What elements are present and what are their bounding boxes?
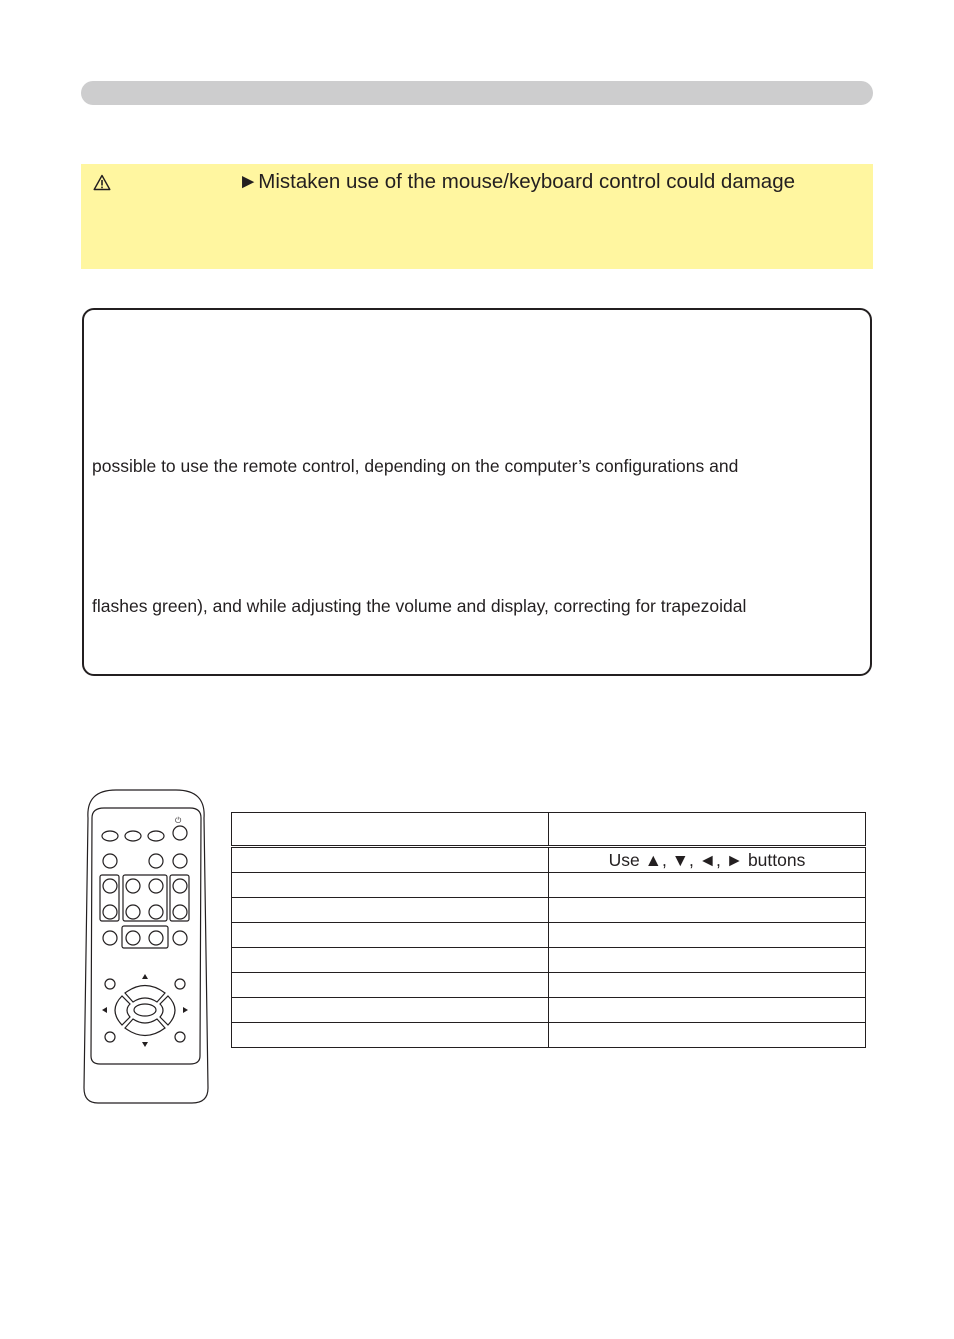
note-line-2: flashes green), and while adjusting the volume and display, correcting for trapezoidal xyxy=(92,596,747,616)
table-cell xyxy=(232,1023,549,1048)
note-line-1: possible to use the remote control, depending on the computer’s configurations and xyxy=(92,456,739,476)
power-button xyxy=(173,826,187,840)
table-row xyxy=(232,973,866,998)
table-cell xyxy=(549,923,866,948)
table-row xyxy=(232,1023,866,1048)
remote-operations-table xyxy=(231,812,866,1048)
table-cell xyxy=(549,1023,866,1048)
table-cell xyxy=(232,847,549,873)
table-row xyxy=(232,847,866,873)
table-cell xyxy=(232,998,549,1023)
table-row xyxy=(232,998,866,1023)
table-cell xyxy=(232,873,549,898)
table-cell xyxy=(549,898,866,923)
direction-pad xyxy=(102,974,188,1047)
table-row xyxy=(232,923,866,948)
table-row xyxy=(232,813,866,847)
remote-control-illustration xyxy=(80,788,212,1106)
note-box xyxy=(82,308,872,676)
table-cell xyxy=(232,948,549,973)
section-header-bar xyxy=(81,81,873,105)
table-cell xyxy=(549,973,866,998)
table-cell xyxy=(232,813,549,847)
table-cell xyxy=(549,873,866,898)
table-cell xyxy=(232,898,549,923)
caution-text: ►Mistaken use of the mouse/keyboard control could damage xyxy=(238,170,796,193)
table-cell xyxy=(549,813,866,847)
table-row xyxy=(232,948,866,973)
table-row xyxy=(232,898,866,923)
table-cell: Use ▲, ▼, ◄, ► buttons xyxy=(549,847,866,873)
svg-text:⏻: ⏻ xyxy=(175,816,182,825)
table-cell xyxy=(549,948,866,973)
button-panel xyxy=(91,808,201,1064)
table-cell xyxy=(549,998,866,1023)
table-cell xyxy=(232,973,549,998)
table-row xyxy=(232,873,866,898)
top-buttons xyxy=(102,816,187,841)
warning-triangle-icon xyxy=(93,174,111,191)
round-buttons xyxy=(100,854,189,948)
table-cell xyxy=(232,923,549,948)
caution-box xyxy=(81,164,873,269)
